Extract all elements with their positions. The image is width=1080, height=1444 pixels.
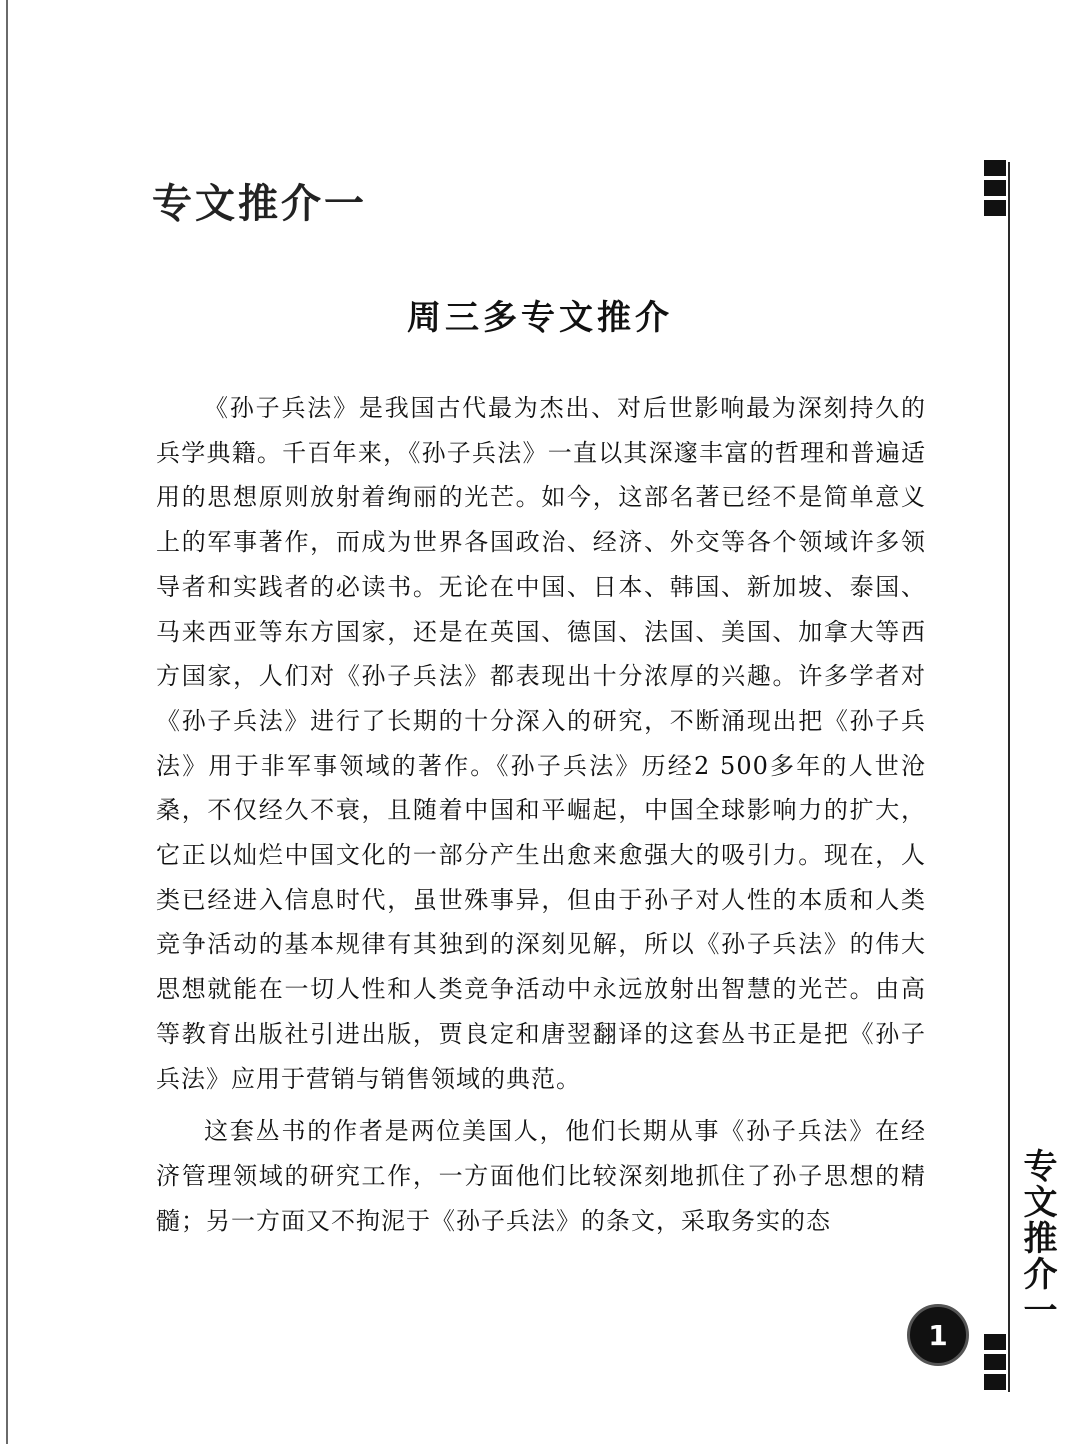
article-body: [156, 386, 926, 1243]
page-edge-line: [6, 0, 8, 1444]
marker-block: [984, 180, 1006, 196]
bottom-marker-blocks: [984, 1334, 1006, 1390]
paragraph-1: 《孙子兵法》是我国古代最为杰出、对后世影响最为深刻持久的兵学典籍。千百年来，《孙子兵法》一直以其深邃丰富的哲理和普遍适用的思想原则放射着绚丽的光芒。如今，这部名著已经不是简单意义上的军事著作，而成为世界各国政治、经济、外交等各个领域许多领导者和实践者的必读书。无论在中国、日本、韩国、新加坡、泰国、马来西亚等东方国家，还是在英国、德国、法国、美国、加拿大等西方国家，人们对《孙子兵法》都表现出十分浓厚的兴趣。许多学者对《孙子兵法》进行了长期的十分深入的研究，不断涌现出把《孙子兵法》用于非军事领域的著作。《孙子兵法》历经2 500多年的人世沧桑，不仅经久不衰，且随着中国和平崛起，中国全球影响力的扩大，它正以灿烂中国文化的一部分产生出愈来愈强大的吸引力。现在，人类已经进入信息时代，虽世殊事异，但由于孙子对人性的本质和人类竞争活动的基本规律有其独到的深刻见解，所以《孙子兵法》的伟大思想就能在一切人性和人类竞争活动中永远放射出智慧的光芒。由高等教育出版社引进出版，贾良定和唐翌翻译的这套丛书正是把《孙子兵法》应用于营销与销售领域的典范。: [156, 394, 926, 1093]
marker-block: [984, 1334, 1006, 1350]
page-number: 1: [928, 1318, 948, 1352]
paragraph-2: 这套丛书的作者是两位美国人，他们长期从事《孙子兵法》在经济管理领域的研究工作，一方面他们比较深刻地抓住了孙子思想的精髓；另一方面又不拘泥于《孙子兵法》的条文，采取务实的态: [156, 1117, 926, 1235]
top-marker-blocks: [984, 160, 1006, 216]
marker-block: [984, 200, 1006, 216]
marker-block: [984, 1354, 1006, 1370]
marker-block: [984, 1374, 1006, 1390]
article-title: 周三多专文推介: [407, 298, 673, 338]
page-number-badge: [907, 1304, 969, 1366]
marker-block: [984, 160, 1006, 176]
section-title: 专文推介一: [152, 181, 367, 227]
margin-rule-line: [1008, 162, 1010, 1392]
side-section-label: 专文推介一: [1012, 1142, 1062, 1334]
